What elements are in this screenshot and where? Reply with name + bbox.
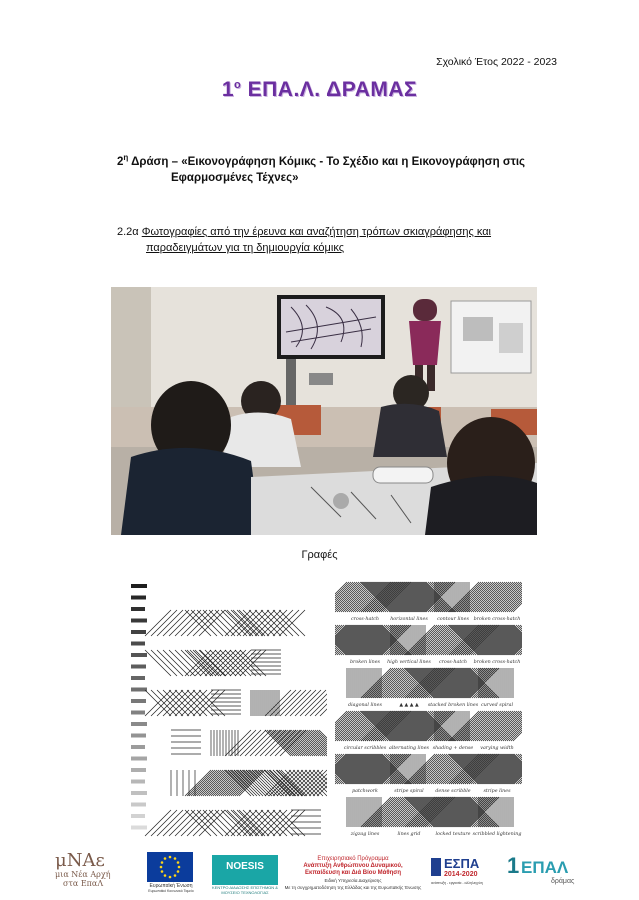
action-heading (117, 150, 557, 186)
epal-logo-sub: δράμας (551, 878, 575, 885)
school-number: 1 (221, 78, 235, 101)
gradient-stroke (131, 630, 146, 634)
hatching-chart-left (117, 578, 327, 840)
hatch-label: lines grid (397, 832, 421, 837)
program-text (283, 856, 423, 891)
action-number-sup: η (123, 153, 129, 162)
gradient-stroke (131, 699, 146, 703)
hatch-label: contour lines (437, 617, 469, 622)
mnea-logo (55, 852, 135, 892)
hatch-label: horizontal lines (390, 617, 428, 622)
hatch-label: cross-hatch (438, 660, 468, 665)
hatch-swatch (251, 690, 279, 716)
sponsor-logos (55, 850, 595, 895)
hatch-label: stripe spiral (394, 789, 424, 794)
hatch-label: diagonal lines (348, 703, 382, 708)
hatch-label: patchwork (352, 789, 378, 794)
program-line1: Επιχειρησιακό Πρόγραμμα (317, 856, 389, 862)
hatch-label: alternating lines (388, 746, 430, 751)
gradient-stroke (131, 665, 146, 669)
espa-title: ΕΣΠΑ (444, 856, 480, 871)
hatch-label: stripe lines (483, 789, 511, 794)
gradient-stroke (131, 596, 146, 600)
epal-logo-text: ΕΠΑΛ (521, 858, 569, 877)
action-number: 2 (117, 155, 124, 168)
classroom-photo (111, 287, 537, 535)
hatch-label: broken cross-hatch (473, 660, 521, 665)
subsection-line1: Φωτογραφίες από την έρευνα και αναζήτηση τρόπων σκιαγράφησης και (141, 226, 492, 238)
figure-caption: Γραφές (301, 549, 338, 561)
hatch-label: circular scribbles (343, 746, 387, 751)
eu-caption-line1: Ευρωπαϊκή Ένωση (149, 883, 193, 889)
gradient-stroke (131, 676, 145, 680)
hatch-label: zigzag lines (350, 832, 380, 837)
eu-caption (143, 883, 199, 893)
hatch-label: stacked broken lines (427, 703, 479, 708)
hatching-grid-left (117, 578, 327, 840)
hatching-grid-right (335, 576, 522, 842)
mnea-logo-line3: στα ΕπαΛ (63, 879, 104, 888)
hatch-label: scribbled lightening (472, 832, 522, 837)
gradient-stroke (131, 780, 145, 784)
hatch-label: shading + dense (432, 746, 474, 751)
gradient-stroke (131, 584, 147, 588)
gradient-stroke (131, 745, 145, 749)
gradient-stroke (131, 826, 147, 830)
gradient-stroke (131, 688, 147, 692)
gradient-stroke (131, 768, 146, 772)
gradient-stroke (131, 791, 147, 795)
program-line5: Με τη συγχρηματοδότηση της Ελλάδας και της Ευρωπαϊκής Ένωσης (284, 885, 422, 890)
espa-motto: ανάπτυξη - εργασία - αλληλεγγύη (431, 881, 483, 885)
hatch-label: broken cross-hatch (473, 617, 521, 622)
espa-logo (431, 856, 495, 888)
gradient-stroke (131, 619, 147, 623)
gradient-stroke (131, 653, 147, 657)
hatch-label: locked texture (435, 832, 471, 837)
hatch-label: curved spiral (481, 703, 513, 708)
gradient-stroke (131, 803, 146, 807)
action-line2: Εφαρμοσμένες Τέχνες» (171, 171, 299, 184)
hatch-swatch (265, 690, 327, 716)
program-line2: Ανάπτυξη Ανθρώπινου Δυναμικού, (303, 863, 403, 869)
gradient-stroke (131, 734, 146, 738)
program-line4: Ειδική Υπηρεσία Διαχείρισης (324, 878, 382, 883)
mnea-logo-mark: μΝΑε (55, 850, 105, 871)
hatching-chart-right (335, 576, 522, 842)
hatch-label: cross-hatch (350, 617, 380, 622)
school-number-sup: ο (234, 79, 242, 91)
noesis-logo: NOESIS (212, 855, 278, 885)
school-name: ΕΠΑ.Λ. ΔΡΑΜΑΣ (247, 78, 418, 101)
school-title (0, 78, 639, 102)
espa-flag-icon (431, 858, 441, 876)
espa-years: 2014-2020 (444, 871, 478, 878)
gradient-stroke (131, 607, 145, 611)
subsection-number: 2.2α (117, 226, 139, 238)
classroom-photo-drawing (111, 287, 537, 535)
eu-caption-line2: Ευρωπαϊκό Κοινωνικό Ταμείο (148, 889, 194, 893)
gradient-stroke (131, 814, 145, 818)
hatch-label: varying width (480, 746, 514, 751)
hatch-label: dense scribble (435, 789, 471, 794)
action-line1: Δράση – «Εικονογράφηση Κόμικς - Το Σχέδιο και η Εικονογράφηση στις (131, 155, 526, 168)
epal-logo-number: 1 (507, 853, 520, 878)
noesis-caption: ΚΕΝΤΡΟ ΔΙΑΔΟΣΗΣ ΕΠΙΣΤΗΜΩΝ & ΜΟΥΣΕΙΟ ΤΕΧΝΟΛΟΓΙΑΣ (212, 885, 278, 895)
hatch-swatch (171, 730, 201, 754)
gradient-stroke (131, 722, 147, 726)
gradient-stroke (131, 642, 145, 646)
hatch-swatch (171, 770, 195, 796)
subsection-heading (117, 224, 557, 256)
gradient-stroke (131, 711, 145, 715)
hatch-label: broken lines (349, 660, 381, 665)
program-line3: Εκπαίδευση και Διά Βίου Μάθηση (304, 870, 401, 876)
hatch-label: ▲ ▲ ▲ ▲ (399, 703, 419, 708)
subsection-line2: παραδειγμάτων για τη δημιουργία κόμικς (146, 242, 344, 254)
eu-flag-icon (147, 852, 193, 882)
mnea-logo-line2: μια Νέα Αρχή (55, 870, 111, 879)
hatch-label: high vertical lines (387, 660, 431, 665)
school-year: Σχολικό Έτος 2022 - 2023 (436, 56, 557, 68)
gradient-stroke (131, 757, 147, 761)
epal-logo (507, 852, 587, 892)
